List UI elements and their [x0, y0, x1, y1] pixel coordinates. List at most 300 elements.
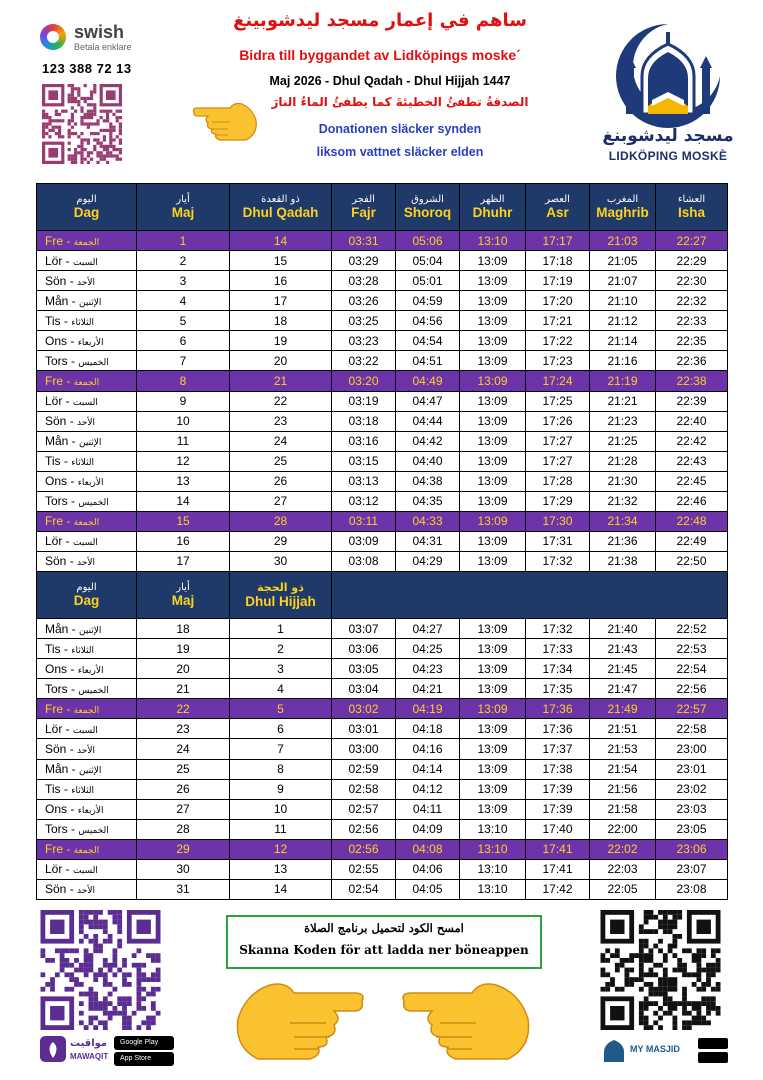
cell-is: 23:02 — [656, 779, 728, 799]
day-name-cell — [37, 819, 137, 839]
cell-d: 16 — [137, 531, 230, 551]
day-name-arabic: الإثنين — [79, 766, 102, 777]
scan-instructions-box — [226, 915, 542, 969]
cell-d: 26 — [137, 779, 230, 799]
cell-fajr: 02:58 — [332, 779, 396, 799]
day-name-cell — [37, 699, 137, 719]
day-name-separator: - — [60, 641, 72, 656]
cell-fajr: 03:04 — [332, 679, 396, 699]
cell-h: 21 — [230, 371, 332, 391]
header-dag-2: اليوم Dag — [37, 572, 137, 619]
cell-dh: 13:10 — [460, 839, 526, 859]
cell-fajr: 03:31 — [332, 231, 396, 251]
cell-dh: 13:09 — [460, 551, 526, 571]
cell-mg: 21:12 — [590, 311, 656, 331]
day-name-swedish: Tis — [45, 454, 61, 469]
cell-is: 22:53 — [656, 639, 728, 659]
day-name-arabic: الجمعة — [73, 518, 100, 529]
swish-logo — [40, 22, 150, 56]
cell-is: 22:43 — [656, 451, 728, 471]
cell-fajr: 03:20 — [332, 371, 396, 391]
cell-sh: 04:21 — [396, 679, 460, 699]
cell-dh: 13:09 — [460, 491, 526, 511]
table-row — [37, 511, 728, 531]
day-name-separator: - — [62, 394, 74, 409]
day-name-separator: - — [62, 862, 74, 877]
cell-d: 25 — [137, 759, 230, 779]
day-name-separator: - — [67, 681, 79, 696]
table-row — [37, 451, 728, 471]
cell-asr: 17:27 — [526, 431, 590, 451]
day-name-arabic: الجمعة — [73, 705, 100, 716]
cell-mg: 22:03 — [590, 859, 656, 879]
app-store-badge[interactable]: App Store — [120, 1055, 152, 1062]
cell-asr: 17:40 — [526, 819, 590, 839]
cell-is: 23:06 — [656, 839, 728, 859]
header-hijri: ذو القعدة Dhul Qadah — [230, 184, 332, 231]
cell-d: 21 — [137, 679, 230, 699]
cell-fajr: 03:29 — [332, 251, 396, 271]
cell-is: 23:07 — [656, 859, 728, 879]
day-name-cell — [37, 659, 137, 679]
day-name-cell — [37, 839, 137, 859]
day-name-cell — [37, 531, 137, 551]
cell-fajr: 02:54 — [332, 879, 396, 899]
cell-sh: 04:18 — [396, 719, 460, 739]
table-row — [37, 699, 728, 719]
cell-dh: 13:09 — [460, 531, 526, 551]
cell-is: 22:45 — [656, 471, 728, 491]
cell-fajr: 03:01 — [332, 719, 396, 739]
cell-h: 27 — [230, 491, 332, 511]
cell-sh: 04:23 — [396, 659, 460, 679]
table-row — [37, 551, 728, 571]
cell-is: 22:48 — [656, 511, 728, 531]
day-name-arabic: الثلاثاء — [71, 786, 95, 797]
day-name-swedish: Lör — [45, 721, 63, 736]
cell-h: 2 — [230, 639, 332, 659]
cell-d: 11 — [137, 431, 230, 451]
day-name-separator: - — [62, 534, 74, 549]
cell-h: 3 — [230, 659, 332, 679]
cell-h: 10 — [230, 799, 332, 819]
day-name-cell — [37, 231, 137, 251]
cell-sh: 04:25 — [396, 639, 460, 659]
table-row — [37, 879, 728, 899]
cell-h: 30 — [230, 551, 332, 571]
cell-asr: 17:42 — [526, 879, 590, 899]
header-asr: العصر Asr — [526, 184, 590, 231]
day-name-cell — [37, 859, 137, 879]
cell-is: 22:33 — [656, 311, 728, 331]
cell-mg: 21:16 — [590, 351, 656, 371]
day-name-cell — [37, 391, 137, 411]
cell-dh: 13:09 — [460, 451, 526, 471]
cell-d: 15 — [137, 511, 230, 531]
header-shoroq: الشروق Shoroq — [396, 184, 460, 231]
pointing-right-hand-icon — [398, 975, 538, 1067]
day-name-swedish: Lör — [45, 862, 63, 877]
google-play-badge[interactable]: Google Play — [120, 1039, 159, 1046]
day-name-separator: - — [63, 373, 74, 388]
table-row — [37, 291, 728, 311]
day-name-swedish: Mån — [45, 434, 69, 449]
cell-sh: 04:44 — [396, 411, 460, 431]
day-name-separator: - — [67, 802, 78, 817]
header-dhuhr: الظهر Dhuhr — [460, 184, 526, 231]
cell-fajr: 03:05 — [332, 659, 396, 679]
header-maghrib: المغرب Maghrib — [590, 184, 656, 231]
cell-sh: 04:05 — [396, 879, 460, 899]
day-name-arabic: الأربعاء — [77, 806, 104, 817]
day-name-swedish: Tis — [45, 641, 61, 656]
cell-h: 7 — [230, 739, 332, 759]
cell-asr: 17:29 — [526, 491, 590, 511]
day-name-swedish: Tors — [45, 681, 68, 696]
table-row — [37, 859, 728, 879]
swish-number: 123 388 72 13 — [42, 61, 132, 76]
day-name-separator: - — [68, 293, 80, 308]
cell-h: 12 — [230, 839, 332, 859]
day-name-cell — [37, 639, 137, 659]
cell-d: 19 — [137, 639, 230, 659]
cell-h: 28 — [230, 511, 332, 531]
cell-asr: 17:22 — [526, 331, 590, 351]
mawaqit-qr-code[interactable] — [38, 910, 163, 1030]
cell-sh: 05:06 — [396, 231, 460, 251]
cell-dh: 13:09 — [460, 291, 526, 311]
cell-sh: 05:01 — [396, 271, 460, 291]
cell-fajr: 02:56 — [332, 819, 396, 839]
day-name-separator: - — [68, 434, 80, 449]
cell-is: 22:49 — [656, 531, 728, 551]
cell-h: 24 — [230, 431, 332, 451]
cell-dh: 13:09 — [460, 719, 526, 739]
day-name-swedish: Tors — [45, 353, 68, 368]
month-subtitle: Maj 2026 - Dhul Qadah - Dhul Hijjah 1447 — [269, 74, 511, 88]
cell-dh: 13:09 — [460, 371, 526, 391]
day-name-arabic: الإثنين — [79, 625, 102, 636]
day-name-separator: - — [62, 253, 74, 268]
day-name-cell — [37, 799, 137, 819]
header-maj: أيار Maj — [137, 184, 230, 231]
table-row — [37, 411, 728, 431]
day-name-cell — [37, 759, 137, 779]
day-name-swedish: Fre — [45, 373, 63, 388]
swish-qr-code[interactable] — [42, 84, 122, 164]
cell-h: 22 — [230, 391, 332, 411]
day-name-swedish: Sön — [45, 742, 67, 756]
cell-mg: 21:58 — [590, 799, 656, 819]
cell-is: 22:32 — [656, 291, 728, 311]
cell-dh: 13:09 — [460, 759, 526, 779]
day-name-arabic: السبت — [73, 538, 98, 549]
cell-d: 18 — [137, 619, 230, 639]
cell-dh: 13:09 — [460, 799, 526, 819]
cell-h: 19 — [230, 331, 332, 351]
table-row — [37, 391, 728, 411]
cell-h: 16 — [230, 271, 332, 291]
day-name-swedish: Sön — [45, 554, 67, 569]
day-name-separator: - — [67, 474, 78, 489]
day-name-swedish: Ons — [45, 802, 68, 817]
mymasjid-qr-code[interactable] — [598, 910, 723, 1030]
day-name-separator: - — [66, 273, 78, 288]
cell-is: 23:01 — [656, 759, 728, 779]
cell-fajr: 03:25 — [332, 311, 396, 331]
cell-asr: 17:39 — [526, 779, 590, 799]
cell-h: 8 — [230, 759, 332, 779]
cell-d: 6 — [137, 331, 230, 351]
day-name-separator: - — [66, 414, 78, 429]
day-name-cell — [37, 291, 137, 311]
day-name-cell — [37, 371, 137, 391]
cell-fajr: 03:09 — [332, 531, 396, 551]
table-row — [37, 619, 728, 639]
table-header-row-2 — [37, 572, 728, 619]
hadith-swedish-line2: liksom vattnet släcker elden — [316, 145, 484, 159]
cell-is: 22:57 — [656, 699, 728, 719]
day-name-swedish: Mån — [45, 621, 69, 636]
cell-is: 22:38 — [656, 371, 728, 391]
day-name-cell — [37, 351, 137, 371]
cell-d: 3 — [137, 271, 230, 291]
cell-dh: 13:09 — [460, 391, 526, 411]
table-row — [37, 719, 728, 739]
cell-dh: 13:10 — [460, 231, 526, 251]
cell-mg: 21:23 — [590, 411, 656, 431]
cell-is: 22:58 — [656, 719, 728, 739]
title-swedish: Bidra till byggandet av Lidköpings moske´ — [239, 47, 521, 63]
cell-is: 22:46 — [656, 491, 728, 511]
cell-sh: 04:27 — [396, 619, 460, 639]
cell-mg: 21:47 — [590, 679, 656, 699]
cell-sh: 04:49 — [396, 371, 460, 391]
cell-h: 29 — [230, 531, 332, 551]
cell-dh: 13:09 — [460, 659, 526, 679]
cell-dh: 13:09 — [460, 251, 526, 271]
cell-is: 23:05 — [656, 819, 728, 839]
cell-fajr: 02:59 — [332, 759, 396, 779]
cell-d: 5 — [137, 311, 230, 331]
cell-asr: 17:41 — [526, 859, 590, 879]
cell-mg: 21:25 — [590, 431, 656, 451]
cell-fajr: 03:06 — [332, 639, 396, 659]
cell-sh: 04:38 — [396, 471, 460, 491]
swish-tagline: Betala enklare — [74, 42, 132, 52]
day-name-arabic: السبت — [73, 725, 98, 736]
day-name-cell — [37, 471, 137, 491]
cell-asr: 17:38 — [526, 759, 590, 779]
cell-sh: 04:12 — [396, 779, 460, 799]
cell-h: 13 — [230, 859, 332, 879]
cell-mg: 22:02 — [590, 839, 656, 859]
cell-dh: 13:10 — [460, 859, 526, 879]
cell-h: 18 — [230, 311, 332, 331]
cell-dh: 13:09 — [460, 679, 526, 699]
cell-d: 4 — [137, 291, 230, 311]
table-row — [37, 431, 728, 451]
cell-is: 22:39 — [656, 391, 728, 411]
table-row — [37, 351, 728, 371]
hadith-arabic: الصدقةُ تطفئُ الخطيئةَ كما يطفئُ الماءُ النارَ — [271, 95, 529, 109]
header-fajr: الفجر Fajr — [332, 184, 396, 231]
cell-asr: 17:25 — [526, 391, 590, 411]
cell-dh: 13:10 — [460, 819, 526, 839]
cell-sh: 04:33 — [396, 511, 460, 531]
cell-sh: 04:56 — [396, 311, 460, 331]
day-name-separator: - — [60, 454, 72, 469]
day-name-arabic: الأربعاء — [77, 337, 104, 348]
cell-asr: 17:37 — [526, 739, 590, 759]
table-row — [37, 799, 728, 819]
cell-is: 22:27 — [656, 231, 728, 251]
cell-d: 1 — [137, 231, 230, 251]
day-name-arabic: الأحد — [77, 558, 95, 569]
cell-mg: 21:45 — [590, 659, 656, 679]
day-name-arabic: الأحد — [77, 418, 95, 429]
cell-mg: 21:07 — [590, 271, 656, 291]
cell-fajr: 02:57 — [332, 799, 396, 819]
table-row — [37, 251, 728, 271]
prayer-timetable — [36, 183, 728, 900]
day-name-swedish: Fre — [45, 842, 63, 857]
day-name-arabic: السبت — [73, 257, 98, 268]
cell-asr: 17:32 — [526, 619, 590, 639]
cell-mg: 21:10 — [590, 291, 656, 311]
cell-mg: 21:21 — [590, 391, 656, 411]
day-name-cell — [37, 619, 137, 639]
cell-h: 5 — [230, 699, 332, 719]
cell-dh: 13:09 — [460, 311, 526, 331]
day-name-separator: - — [67, 661, 78, 676]
day-name-cell — [37, 451, 137, 471]
day-name-swedish: Mån — [45, 762, 69, 777]
day-name-swedish: Sön — [45, 273, 67, 288]
day-name-arabic: الجمعة — [73, 377, 100, 388]
cell-dh: 13:09 — [460, 739, 526, 759]
cell-mg: 21:49 — [590, 699, 656, 719]
cell-h: 17 — [230, 291, 332, 311]
cell-mg: 21:28 — [590, 451, 656, 471]
cell-is: 22:42 — [656, 431, 728, 451]
day-name-arabic: الثلاثاء — [71, 317, 95, 328]
cell-sh: 04:14 — [396, 759, 460, 779]
day-name-separator: - — [66, 554, 78, 569]
cell-fajr: 03:22 — [332, 351, 396, 371]
scan-swedish: Skanna Koden för att ladda ner böneappen — [239, 943, 529, 957]
cell-is: 22:35 — [656, 331, 728, 351]
mosque-name-swedish: LIDKÖPING MOSKÈ — [608, 149, 728, 163]
cell-h: 26 — [230, 471, 332, 491]
cell-asr: 17:17 — [526, 231, 590, 251]
cell-sh: 04:31 — [396, 531, 460, 551]
cell-is: 22:40 — [656, 411, 728, 431]
cell-asr: 17:35 — [526, 679, 590, 699]
cell-mg: 21:56 — [590, 779, 656, 799]
cell-d: 24 — [137, 739, 230, 759]
cell-h: 9 — [230, 779, 332, 799]
header-hijri-2: ذو الحجة Dhul Hijjah — [230, 572, 332, 619]
table-row — [37, 371, 728, 391]
day-name-separator: - — [66, 742, 78, 756]
day-name-cell — [37, 491, 137, 511]
mosque-name-arabic: مسجد ليدشوبنغ — [602, 126, 734, 146]
day-name-cell — [37, 551, 137, 571]
day-name-cell — [37, 779, 137, 799]
day-name-separator: - — [68, 762, 80, 777]
cell-mg: 21:53 — [590, 739, 656, 759]
cell-asr: 17:21 — [526, 311, 590, 331]
day-name-swedish: Tors — [45, 494, 68, 509]
cell-d: 27 — [137, 799, 230, 819]
cell-sh: 04:29 — [396, 551, 460, 571]
day-name-swedish: Ons — [45, 474, 68, 489]
mawaqit-arabic: مواقيت — [70, 1038, 108, 1049]
cell-mg: 21:43 — [590, 639, 656, 659]
cell-asr: 17:23 — [526, 351, 590, 371]
pointing-left-hand-icon — [228, 975, 368, 1067]
cell-sh: 04:51 — [396, 351, 460, 371]
cell-asr: 17:32 — [526, 551, 590, 571]
cell-d: 20 — [137, 659, 230, 679]
day-name-separator: - — [63, 233, 74, 248]
cell-is: 22:54 — [656, 659, 728, 679]
table-row — [37, 311, 728, 331]
cell-dh: 13:09 — [460, 639, 526, 659]
cell-h: 1 — [230, 619, 332, 639]
cell-sh: 04:54 — [396, 331, 460, 351]
cell-d: 22 — [137, 699, 230, 719]
day-name-swedish: Fre — [45, 701, 63, 716]
cell-fajr: 03:18 — [332, 411, 396, 431]
cell-asr: 17:31 — [526, 531, 590, 551]
cell-mg: 22:00 — [590, 819, 656, 839]
day-name-arabic: الإثنين — [79, 297, 102, 308]
day-name-separator: - — [62, 721, 74, 736]
mymasjid-name: MY MASJID — [630, 1044, 680, 1054]
cell-d: 7 — [137, 351, 230, 371]
table-row — [37, 679, 728, 699]
day-name-swedish: Fre — [45, 514, 63, 529]
cell-asr: 17:24 — [526, 371, 590, 391]
cell-fajr: 03:00 — [332, 739, 396, 759]
cell-dh: 13:09 — [460, 431, 526, 451]
cell-is: 22:30 — [656, 271, 728, 291]
day-name-arabic: الأحد — [77, 277, 95, 288]
day-name-swedish: Sön — [45, 414, 67, 429]
cell-h: 23 — [230, 411, 332, 431]
day-name-arabic: الجمعة — [73, 846, 100, 857]
day-name-cell — [37, 251, 137, 271]
table-row — [37, 471, 728, 491]
day-name-arabic: السبت — [73, 866, 98, 877]
day-name-arabic: الخميس — [78, 685, 109, 696]
table-row — [37, 331, 728, 351]
header-maj-2: أيار Maj — [137, 572, 230, 619]
day-name-swedish: Sön — [45, 882, 67, 897]
cell-fajr: 03:08 — [332, 551, 396, 571]
mosque-logo-icon — [608, 18, 728, 128]
day-name-separator: - — [67, 494, 79, 509]
cell-dh: 13:09 — [460, 619, 526, 639]
day-name-arabic: الخميس — [78, 498, 109, 509]
day-name-arabic: السبت — [73, 398, 98, 409]
cell-fajr: 03:02 — [332, 699, 396, 719]
day-name-arabic: الأربعاء — [77, 665, 104, 676]
table-row — [37, 659, 728, 679]
cell-sh: 04:59 — [396, 291, 460, 311]
